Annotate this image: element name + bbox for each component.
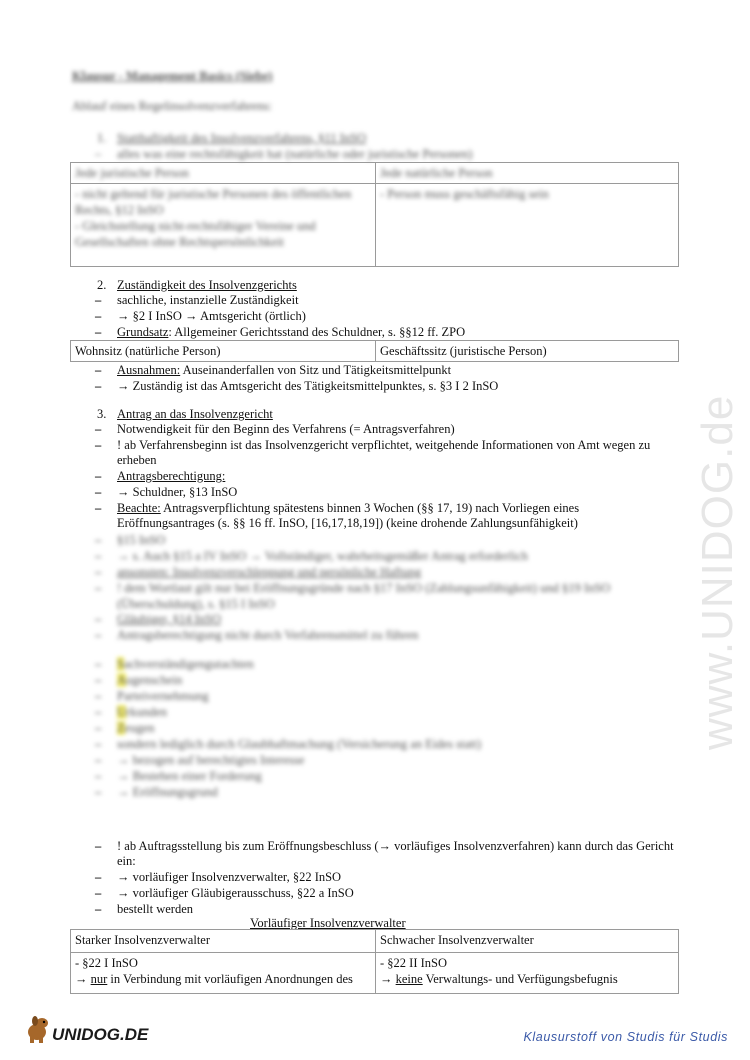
section-3-beachte-cont: Eröffnungsantrages (s. §§ 16 ff. InSO, [16,17,18,19]) (keine drohende Zahlungsunfähigkeit): [117, 516, 578, 530]
bullet-dash: –: [95, 785, 102, 799]
bullet-dash: –: [95, 886, 102, 900]
section-2-grundsatz: Grundsatz: Allgemeiner Gerichtsstand des Schuldner, s. §§12 ff. ZPO: [117, 325, 466, 339]
bullet-dash: –: [95, 501, 102, 515]
document-subtitle: Ablauf eines Regelinsolvenzverfahrens:: [72, 99, 272, 113]
section-4-line-cont: ein:: [117, 854, 136, 868]
section-1-bullet: alles was eine rechtsfähigkeit hat (natürliche oder juristische Personen): [117, 147, 473, 161]
section-2-number: 2.: [97, 278, 107, 292]
bullet-dash: –: [95, 689, 102, 703]
section-4-line: ! ab Auftragsstellung bis zum Eröffnungsbeschluss (→ vorläufiges Insolvenzverfahren) kann durch das Gericht: [117, 839, 674, 853]
svg-text:www.UNIDOG.de: www.UNIDOG.de: [693, 394, 742, 750]
bullet-dash: –: [95, 628, 102, 642]
bullet-dash: –: [95, 469, 102, 483]
blurred-list-item: → Eröffnungsgrund: [117, 785, 218, 799]
section-1-heading: Statthaftigkeit des Insolvenzverfahrens, §11 InSO: [117, 131, 367, 145]
blurred-list-item: Parteivernehmung: [117, 689, 209, 703]
section-3-number: 3.: [97, 407, 107, 421]
section-2-heading: Zuständigkeit des Insolvenzgerichts: [117, 278, 297, 292]
bullet-dash: –: [95, 422, 102, 436]
section-4-table: [70, 929, 679, 994]
bullet-dash: –: [95, 533, 102, 547]
bullet-dash: –: [95, 839, 102, 853]
bullet-dash: –: [95, 870, 102, 884]
section-3-bullet: → Schuldner, §13 InSO: [117, 485, 238, 499]
blurred-line: → s. Auch §15 a IV InSO → Vollständiger, wahrheitsgemäßer Antrag erforderlich: [117, 549, 528, 563]
blurred-list-item: → bezogen auf berechtigtes Interesse: [117, 753, 305, 767]
table-cell-right: - §22 II InSO → keine Verwaltungs- und Verfügungsbefugnis: [376, 953, 679, 994]
section-4-line: → vorläufiger Insolvenzverwalter, §22 InSO: [117, 870, 342, 884]
section-2-bullet: sachliche, instanzielle Zuständigkeit: [117, 293, 299, 307]
blurred-list-item: Augenschein: [117, 673, 183, 687]
table-cell: Geschäftssitz (juristische Person): [376, 341, 679, 362]
blurred-list-item: sondern lediglich durch Glaubhaftmachung (Versicherung an Eides statt): [117, 737, 482, 751]
table-header-cell: Schwacher Insolvenzverwalter: [376, 930, 679, 953]
table-header-cell: Jede natürliche Person: [376, 163, 679, 184]
bullet-dash: –: [95, 565, 102, 579]
section-2-ausnahmen: Ausnahmen: Auseinanderfallen von Sitz und Tätigkeitsmittelpunkt: [117, 363, 452, 377]
bullet-dash: –: [95, 549, 102, 563]
section-2-bullet: → §2 I InSO → Amtsgericht (örtlich): [117, 309, 306, 323]
section-2-ausnahmen-follow: → Zuständig ist das Amtsgericht des Tätigkeitsmittelpunktes, s. §3 I 2 InSO: [117, 379, 499, 393]
section-4-line: bestellt werden: [117, 902, 194, 916]
blurred-list-item: Zeugen: [117, 721, 155, 735]
document-title: Klausur - Management Basics (Siebe): [72, 69, 273, 83]
unidog-logo: [22, 1010, 152, 1046]
blurred-line: §15 InSO: [117, 533, 166, 547]
bullet-dash: –: [95, 325, 102, 339]
blurred-list-item: → Bestehen einer Forderung: [117, 769, 262, 783]
section-1-number: 1.: [97, 131, 107, 145]
bullet-dash: –: [95, 293, 102, 307]
section-3-bullet-cont: erheben: [117, 453, 157, 467]
bullet-dash: –: [95, 769, 102, 783]
bullet-dash: –: [95, 737, 102, 751]
bullet-dash: –: [95, 379, 102, 393]
blurred-list-item: Sachverständigengutachten: [117, 657, 254, 671]
section-3-bullet: Notwendigkeit für den Beginn des Verfahrens (= Antragsverfahren): [117, 422, 455, 436]
blurred-line: ansonsten: Insolvenzverschleppung und persönliche Haftung: [117, 565, 422, 579]
bullet-dash: –: [95, 902, 102, 916]
blurred-line: (Überschuldung), s. §15 I InSO: [117, 597, 275, 611]
watermark: [690, 250, 750, 770]
bullet-dash: –: [95, 581, 102, 595]
section-3-bullet: ! ab Verfahrensbeginn ist das Insolvenzgericht verpflichtet, weitgehende Informationen von Amt wegen zu: [117, 438, 651, 452]
bullet-dash: –: [95, 721, 102, 735]
section-3-antragsberechtigung: Antragsberechtigung:: [117, 469, 226, 483]
table-header-cell: Starker Insolvenzverwalter: [71, 930, 376, 953]
bullet-dash: –: [95, 438, 102, 452]
table-cell-right: - Person muss geschäftsfähig sein: [376, 184, 679, 267]
svg-text:UNIDOG.DE: UNIDOG.DE: [52, 1025, 149, 1044]
bullet-dash: –: [95, 673, 102, 687]
table-cell: Wohnsitz (natürliche Person): [71, 341, 376, 362]
blurred-list-item: Urkunden: [117, 705, 167, 719]
bullet-dash: –: [95, 705, 102, 719]
section-1-table: [70, 162, 679, 267]
bullet-dash: –: [95, 657, 102, 671]
table-cell-left: - §22 I InSO → nur in Verbindung mit vorläufigen Anordnungen des: [71, 953, 376, 994]
blurred-line: ! dem Wortlaut gilt nur bei Eröffnungsgründe nach §17 InSO (Zahlungsunfähigkeit) und §19 InSO: [117, 581, 611, 595]
blurred-line: Gläubiger, §14 InSO: [117, 612, 221, 626]
bullet-dash: –: [95, 485, 102, 499]
bullet-dash: –: [95, 612, 102, 626]
table-cell-left: - nicht geltend für juristische Personen des öffentlichen Rechts, §12 InSO - Gleichstellung nicht-rechtsfähiger Vereine und Gesellschaften ohne Rechtspersönlichkeit: [71, 184, 376, 267]
table-title: Vorläufiger Insolvenzverwalter: [250, 916, 406, 930]
section-3-heading: Antrag an das Insolvenzgericht: [117, 407, 273, 421]
section-3-beachte: Beachte: Antragsverpflichtung spätestens binnen 3 Wochen (§§ 17, 19) nach Vorliegen eines: [117, 501, 580, 515]
section-4-line: → vorläufiger Gläubigerausschuss, §22 a InSO: [117, 886, 354, 900]
bullet-dash: –: [95, 753, 102, 767]
bullet-dash: –: [95, 309, 102, 323]
section-2-table: [70, 340, 679, 362]
table-header-cell: Jede juristische Person: [71, 163, 376, 184]
dog-icon: [22, 1010, 152, 1046]
footer-tagline: Klausurstoff von Studis für Studis: [523, 1030, 728, 1044]
bullet-dash: –: [95, 147, 102, 161]
bullet-dash: –: [95, 363, 102, 377]
blurred-line: Antragsberechtigung nicht durch Verfahrensmittel zu führen: [117, 628, 419, 642]
